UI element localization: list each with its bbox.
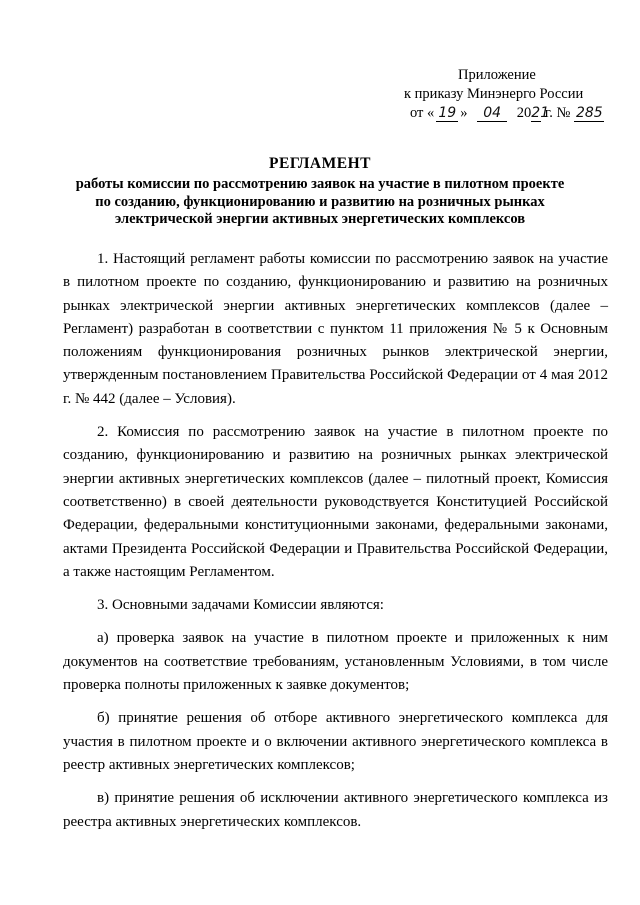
- handwritten-day: 19: [436, 106, 458, 122]
- handwritten-month: 04: [477, 106, 507, 122]
- paragraph-3: 3. Основными задачами Комиссии являются:: [97, 597, 384, 614]
- paragraph-3c: в) принятие решения об исключении активного энергетического комплекса из реестра активных энергетических комплексов.: [63, 790, 608, 830]
- appendix-label: Приложение: [458, 67, 536, 83]
- date-prefix: от «: [410, 105, 435, 121]
- paragraph-3a: а) проверка заявок на участие в пилотном проекте и приложенных к ним документов на соответствие требованиям, установленным Условиями, в том числе проверка полноты приложенных к заявке документов;: [63, 630, 608, 694]
- appendix-order-reference: к приказу Минэнерго России: [404, 86, 584, 102]
- date-year-prefix: 20: [516, 105, 532, 121]
- appendix-date-line: [404, 104, 604, 123]
- document-title: РЕГЛАМЕНТ: [269, 155, 371, 172]
- date-number-label: г. №: [544, 105, 571, 121]
- paragraph-2: 2. Комиссия по рассмотрению заявок на участие в пилотном проекте по созданию, функционированию и развитию на розничных рынках электрической энергии активных энергетических комплексов (далее – пилотный проект, Комиссия соответственно) в своей деятельности руководствуется Конституцией Российской Федерации, федеральными конституционными законами, федеральными законами, актами Президента Российской Федерации и Правительства Российской Федерации, а также настоящим Регламентом.: [63, 424, 608, 580]
- subtitle-line-3: электрической энергии активных энергетических комплексов: [114, 211, 526, 227]
- document-body: [63, 248, 608, 834]
- paragraph-1: 1. Настоящий регламент работы комиссии по рассмотрению заявок на участие в пилотном проекте по созданию, функционированию и развитию на розничных рынках электрической энергии активных энергетических комплексов (далее – Регламент) разработан в соответствии с пунктом 11 приложения № 5 к Основным положениям функционирования розничных рынков электрической энергии, утвержденным постановлением Правительства Российской Федерации от 4 мая 2012 г. № 442 (далее – Условия).: [63, 251, 608, 407]
- handwritten-year: 21: [531, 105, 550, 121]
- paragraph-3b: б) принятие решения об отборе активного энергетического комплекса для участия в пилотном проекте и о включении активного энергетического комплекса в реестр активных энергетических комплексов;: [63, 710, 608, 773]
- subtitle-line-1: работы комиссии по рассмотрению заявок на участие в пилотном проекте: [75, 176, 565, 192]
- subtitle-line-2: по созданию, функционированию и развитию на розничных рынках: [95, 193, 545, 210]
- date-separator: »: [460, 105, 468, 121]
- appendix-header: [404, 66, 604, 123]
- handwritten-order-number: 285: [575, 105, 603, 121]
- document-subtitle: [0, 176, 640, 229]
